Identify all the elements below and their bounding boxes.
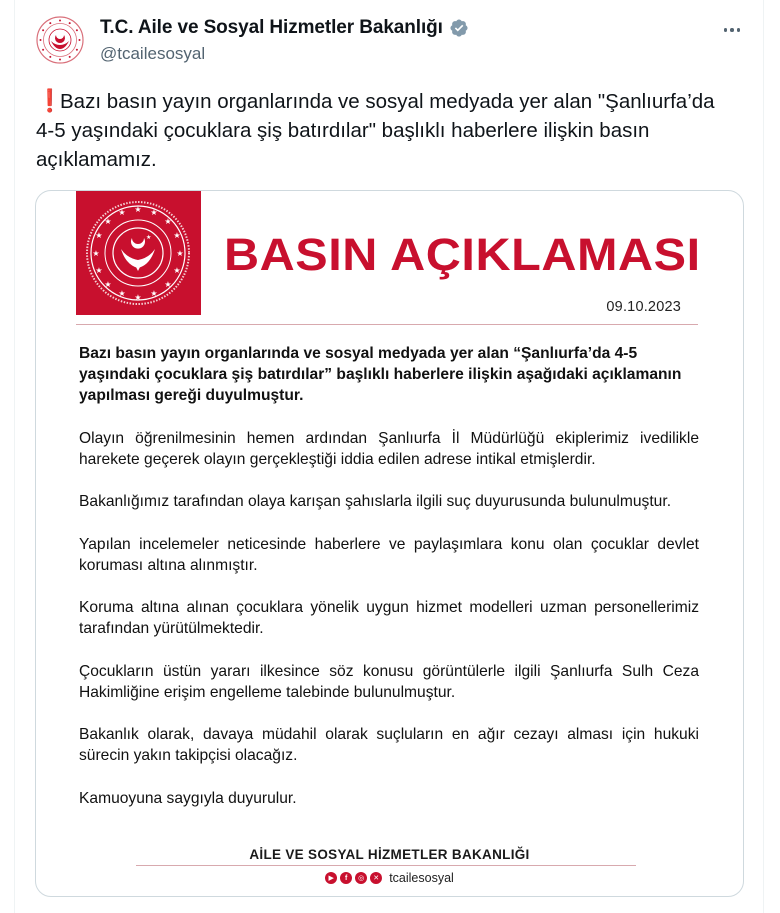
ministry-emblem-icon [35, 15, 85, 65]
social-links [36, 871, 743, 885]
svg-text:★: ★ [164, 280, 172, 289]
svg-text:★: ★ [150, 208, 158, 217]
svg-text:★: ★ [92, 249, 100, 258]
facebook-icon: f [340, 872, 352, 884]
svg-text:★: ★ [164, 217, 172, 226]
svg-text:★: ★ [150, 289, 158, 298]
paragraph: Bakanlık olarak, davaya müdahil olarak suçluların en ağır cezayı alması için hukuki sürecin yakın takipçisi olacağız. [79, 726, 699, 764]
youtube-icon: ▶ [325, 872, 337, 884]
media-card[interactable] [35, 190, 744, 897]
divider [76, 324, 698, 325]
tweet-text [36, 86, 736, 174]
ministry-logo-block [76, 191, 201, 315]
svg-text:★: ★ [146, 234, 152, 241]
author-avatar[interactable] [35, 15, 85, 65]
x-icon: ✕ [370, 872, 382, 884]
paragraph: Çocukların üstün yararı ilkesince söz konusu görüntülerle ilgili Şanlıurfa Sulh Ceza Hakimliğine erişim engelleme talebinde bulunulmuştur. [79, 662, 699, 701]
tweet-body: Bazı basın yayın organlarında ve sosyal medyada yer alan "Şanlıurfa’da 4-5 yaşındaki çocuklara şiş batırdılar" başlıklı haberlere ilişkin basın açıklamamız. [36, 90, 715, 171]
press-release-body [79, 343, 699, 830]
author-name-row [100, 17, 469, 39]
svg-text:★: ★ [173, 266, 181, 275]
svg-text:★: ★ [134, 293, 142, 302]
author-handle[interactable]: @tcailesosyal [100, 44, 206, 63]
more-options-button[interactable] [718, 20, 746, 40]
svg-text:★: ★ [173, 231, 181, 240]
paragraph: Bazı basın yayın organlarında ve sosyal medyada yer alan “Şanlıurfa’da 4-5 yaşındaki çocuklara şiş batırdılar” başlıklı haberlere ilişkin aşağıdaki açıklamanın yapılması gereği duyulmuştur. [79, 345, 682, 404]
ministry-emblem-icon [76, 191, 201, 315]
more-dot [730, 28, 734, 32]
more-horizontal-icon [724, 28, 728, 32]
svg-text:★: ★ [104, 217, 112, 226]
svg-text:★: ★ [104, 280, 112, 289]
paragraph: Bakanlığımız tarafından olaya karışan şahıslarla ilgili suç duyurusunda bulunulmuştur. [79, 493, 672, 510]
author-display-name[interactable]: T.C. Aile ve Sosyal Hizmetler Bakanlığı [100, 17, 443, 38]
svg-text:★: ★ [95, 231, 103, 240]
paragraph: Olayın öğrenilmesinin hemen ardından Şanlıurfa İl Müdürlüğü ekiplerimiz ivedilikle harekete geçerek olayın gerçekleştiği iddia edilen adrese intikal etmişlerdir. [79, 429, 699, 468]
paragraph: Koruma altına alınan çocuklara yönelik uygun hizmet modelleri uzman personellerimiz tarafından yürütülmektedir. [79, 599, 699, 637]
paragraph: Kamuoyuna saygıyla duyurulur. [79, 789, 297, 807]
divider [136, 865, 636, 866]
svg-text:★: ★ [118, 208, 126, 217]
exclamation-icon: ❗ [36, 88, 64, 113]
paragraph: Yapılan incelemeler neticesinde haberlere ve paylaşımlara konu olan çocuklar devlet koruması altına alınmıştır. [79, 535, 699, 574]
footer-organization: AİLE VE SOSYAL HİZMETLER BAKANLIĞI [249, 847, 530, 862]
press-release-title: BASIN AÇIKLAMASI [224, 229, 701, 280]
svg-text:★: ★ [95, 266, 103, 275]
svg-text:★: ★ [134, 205, 142, 214]
instagram-icon: ◎ [355, 872, 367, 884]
press-release-date: 09.10.2023 [606, 299, 681, 315]
svg-text:★: ★ [176, 249, 184, 258]
social-handle: tcailesosyal [389, 871, 454, 885]
more-dot [737, 28, 741, 32]
svg-text:★: ★ [118, 289, 126, 298]
verified-badge-icon[interactable] [449, 18, 469, 38]
